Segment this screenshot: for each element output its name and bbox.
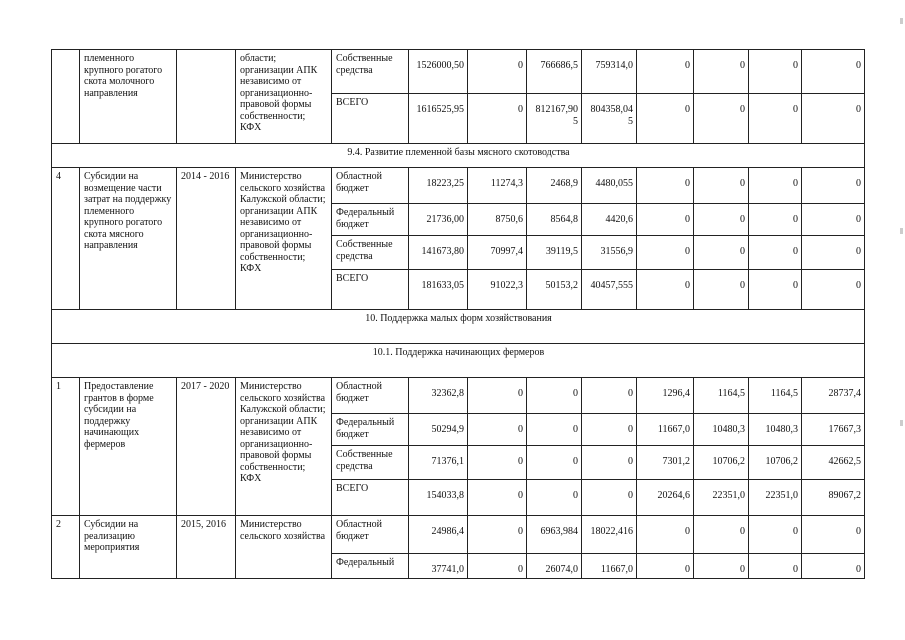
amount-cell: 0 xyxy=(527,378,582,414)
amount-cell: 0 xyxy=(694,204,749,236)
table-row xyxy=(52,50,865,94)
amount-cell: 759314,0 xyxy=(582,50,637,94)
amount-cell: 0 xyxy=(749,94,802,144)
section-row xyxy=(52,344,865,378)
amount-cell: 1616525,95 xyxy=(409,94,468,144)
amount-cell: 0 xyxy=(637,516,694,554)
measure-years: 2017 - 2020 xyxy=(177,378,236,516)
measure-executor: Министерство сельского хозяйства xyxy=(236,516,332,579)
amount-cell: 17667,3 xyxy=(802,414,865,446)
funding-source: ВСЕГО xyxy=(332,270,409,310)
amount-cell: 0 xyxy=(468,516,527,554)
amount-cell: 0 xyxy=(527,480,582,516)
amount-cell: 154033,8 xyxy=(409,480,468,516)
scan-edge-mark xyxy=(900,18,903,24)
funding-source: Областной бюджет xyxy=(332,516,409,554)
amount-cell: 766686,5 xyxy=(527,50,582,94)
amount-cell: 0 xyxy=(749,204,802,236)
amount-cell: 0 xyxy=(802,50,865,94)
funding-source: Областной бюджет xyxy=(332,168,409,204)
section-title: 9.4. Развитие племенной базы мясного скотоводства xyxy=(52,144,865,168)
amount-cell: 89067,2 xyxy=(802,480,865,516)
amount-cell: 4480,055 xyxy=(582,168,637,204)
measure-years: 2015, 2016 xyxy=(177,516,236,579)
amount-cell: 1164,5 xyxy=(749,378,802,414)
amount-cell: 22351,0 xyxy=(749,480,802,516)
amount-cell: 0 xyxy=(802,236,865,270)
amount-cell: 18223,25 xyxy=(409,168,468,204)
amount-cell: 10480,3 xyxy=(694,414,749,446)
amount-cell: 10706,2 xyxy=(749,446,802,480)
amount-cell: 91022,3 xyxy=(468,270,527,310)
amount-cell: 18022,416 xyxy=(582,516,637,554)
amount-cell: 0 xyxy=(468,446,527,480)
row-number xyxy=(52,50,80,144)
measure-name: Предоставление грантов в форме субсидии на поддержку начинающих фермеров xyxy=(80,378,177,516)
section-title: 10.1. Поддержка начинающих фермеров xyxy=(52,344,865,378)
amount-cell: 0 xyxy=(468,414,527,446)
table-row xyxy=(52,378,865,414)
amount-cell: 0 xyxy=(749,554,802,579)
amount-cell: 0 xyxy=(527,446,582,480)
amount-cell: 0 xyxy=(582,480,637,516)
amount-cell: 0 xyxy=(694,270,749,310)
amount-cell: 71376,1 xyxy=(409,446,468,480)
amount-cell: 2468,9 xyxy=(527,168,582,204)
budget-table xyxy=(51,49,865,579)
table-row xyxy=(52,516,865,554)
funding-source: Федеральный бюджет xyxy=(332,204,409,236)
amount-cell: 0 xyxy=(694,516,749,554)
funding-source: Собственные средства xyxy=(332,446,409,480)
measure-executor: области; организации АПК независимо от организационно-правовой формы собственности; КФХ xyxy=(236,50,332,144)
amount-cell: 0 xyxy=(468,554,527,579)
amount-cell: 0 xyxy=(468,94,527,144)
amount-cell: 21736,00 xyxy=(409,204,468,236)
amount-cell: 11667,0 xyxy=(637,414,694,446)
amount-cell: 812167,905 xyxy=(527,94,582,144)
amount-cell: 10706,2 xyxy=(694,446,749,480)
amount-cell: 0 xyxy=(582,378,637,414)
amount-cell: 37741,0 xyxy=(409,554,468,579)
amount-cell: 70997,4 xyxy=(468,236,527,270)
section-title: 10. Поддержка малых форм хозяйствования xyxy=(52,310,865,344)
row-number: 1 xyxy=(52,378,80,516)
amount-cell: 11274,3 xyxy=(468,168,527,204)
scan-edge-mark xyxy=(900,420,903,426)
amount-cell: 39119,5 xyxy=(527,236,582,270)
amount-cell: 0 xyxy=(582,414,637,446)
amount-cell: 0 xyxy=(637,204,694,236)
funding-source: Федеральный бюджет xyxy=(332,414,409,446)
measure-executor: Министерство сельского хозяйства Калужской области; организации АПК независимо от организационно-правовой формы собственности; КФХ xyxy=(236,168,332,310)
section-row xyxy=(52,310,865,344)
amount-cell: 0 xyxy=(637,554,694,579)
measure-executor: Министерство сельского хозяйства Калужской области; организации АПК независимо от организационно-правовой формы собственности; КФХ xyxy=(236,378,332,516)
section-row xyxy=(52,144,865,168)
amount-cell: 8564,8 xyxy=(527,204,582,236)
funding-source: ВСЕГО xyxy=(332,94,409,144)
amount-cell: 32362,8 xyxy=(409,378,468,414)
amount-cell: 26074,0 xyxy=(527,554,582,579)
scan-edge-mark xyxy=(900,228,903,234)
measure-name: Субсидии на возмещение части затрат на поддержку племенного крупного рогатого скота мясного направления xyxy=(80,168,177,310)
amount-cell: 1296,4 xyxy=(637,378,694,414)
amount-cell: 0 xyxy=(749,168,802,204)
measure-name: племенного крупного рогатого скота молочного направления xyxy=(80,50,177,144)
amount-cell: 0 xyxy=(802,270,865,310)
amount-cell: 0 xyxy=(694,168,749,204)
measure-years xyxy=(177,50,236,144)
funding-source: ВСЕГО xyxy=(332,480,409,516)
amount-cell: 141673,80 xyxy=(409,236,468,270)
amount-cell: 0 xyxy=(749,50,802,94)
funding-source: Собственные средства xyxy=(332,50,409,94)
amount-cell: 7301,2 xyxy=(637,446,694,480)
amount-cell: 0 xyxy=(582,446,637,480)
amount-cell: 24986,4 xyxy=(409,516,468,554)
amount-cell: 0 xyxy=(749,516,802,554)
amount-cell: 0 xyxy=(468,480,527,516)
amount-cell: 22351,0 xyxy=(694,480,749,516)
funding-source: Собственные средства xyxy=(332,236,409,270)
table-row xyxy=(52,168,865,204)
amount-cell: 0 xyxy=(802,94,865,144)
amount-cell: 0 xyxy=(802,204,865,236)
amount-cell: 0 xyxy=(637,168,694,204)
amount-cell: 0 xyxy=(637,50,694,94)
amount-cell: 0 xyxy=(802,516,865,554)
amount-cell: 0 xyxy=(694,236,749,270)
amount-cell: 0 xyxy=(749,236,802,270)
row-number: 4 xyxy=(52,168,80,310)
amount-cell: 0 xyxy=(694,554,749,579)
funding-source: Федеральный xyxy=(332,554,409,579)
funding-source: Областной бюджет xyxy=(332,378,409,414)
amount-cell: 1164,5 xyxy=(694,378,749,414)
amount-cell: 0 xyxy=(802,168,865,204)
amount-cell: 20264,6 xyxy=(637,480,694,516)
amount-cell: 28737,4 xyxy=(802,378,865,414)
amount-cell: 42662,5 xyxy=(802,446,865,480)
amount-cell: 0 xyxy=(637,236,694,270)
measure-years: 2014 - 2016 xyxy=(177,168,236,310)
measure-name: Субсидии на реализацию мероприятия xyxy=(80,516,177,579)
amount-cell: 1526000,50 xyxy=(409,50,468,94)
amount-cell: 11667,0 xyxy=(582,554,637,579)
amount-cell: 0 xyxy=(749,270,802,310)
amount-cell: 6963,984 xyxy=(527,516,582,554)
amount-cell: 0 xyxy=(468,50,527,94)
amount-cell: 0 xyxy=(802,554,865,579)
amount-cell: 0 xyxy=(468,378,527,414)
amount-cell: 0 xyxy=(527,414,582,446)
amount-cell: 50294,9 xyxy=(409,414,468,446)
row-number: 2 xyxy=(52,516,80,579)
amount-cell: 50153,2 xyxy=(527,270,582,310)
amount-cell: 10480,3 xyxy=(749,414,802,446)
amount-cell: 31556,9 xyxy=(582,236,637,270)
amount-cell: 4420,6 xyxy=(582,204,637,236)
amount-cell: 0 xyxy=(637,270,694,310)
amount-cell: 40457,555 xyxy=(582,270,637,310)
amount-cell: 0 xyxy=(694,94,749,144)
amount-cell: 0 xyxy=(637,94,694,144)
amount-cell: 181633,05 xyxy=(409,270,468,310)
amount-cell: 804358,045 xyxy=(582,94,637,144)
amount-cell: 8750,6 xyxy=(468,204,527,236)
amount-cell: 0 xyxy=(694,50,749,94)
